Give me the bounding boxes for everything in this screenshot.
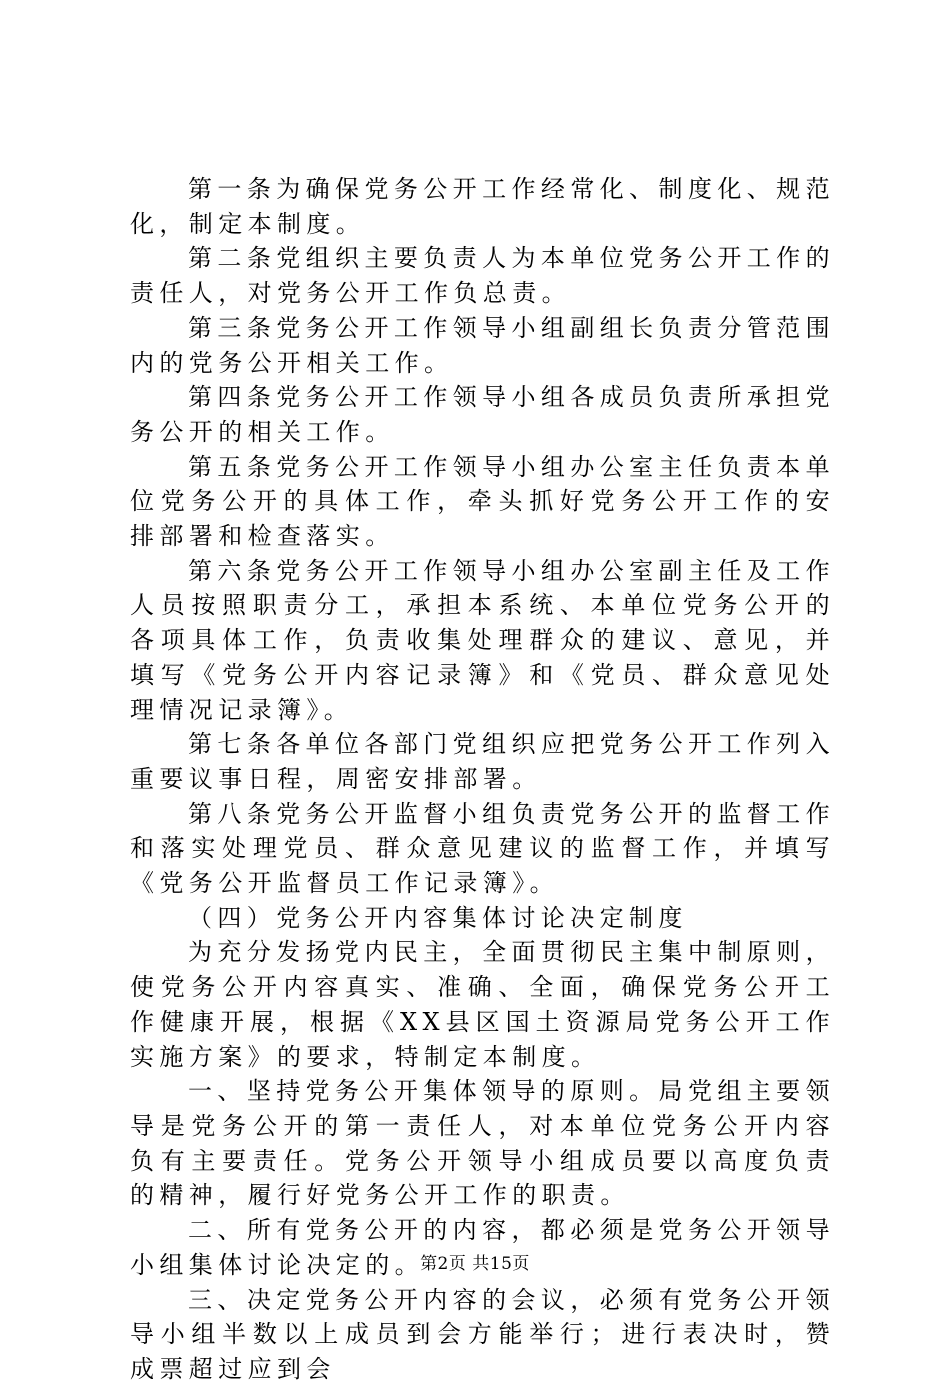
- article-8: 第八条党务公开监督小组负责党务公开的监督工作和落实处理党员、群众意见建议的监督工作，并填写《党务公开监督员工作记录簿》。: [130, 799, 835, 898]
- clause-3: 三、决定党务公开内容的会议，必须有党务公开领导小组半数以上成员到会方能举行；进行表决时，赞成票超过应到会: [130, 1285, 835, 1383]
- clause-1: 一、坚持党务公开集体领导的原则。局党组主要领导是党务公开的第一责任人，对本单位党务公开内容负有主要责任。党务公开领导小组成员要以高度负责的精神，履行好党务公开工作的职责。: [130, 1077, 835, 1210]
- clause-2: 二、所有党务公开的内容，都必须是党务公开领导小组集体讨论决定的。: [130, 1216, 835, 1279]
- body-text: [130, 172, 835, 1387]
- article-1: 第一条为确保党务公开工作经常化、制度化、规范化，制定本制度。: [130, 175, 835, 238]
- article-6: 第六条党务公开工作领导小组办公室副主任及工作人员按照职责分工，承担本系统、本单位党务公开的各项具体工作，负责收集处理群众的建议、意见，并填写《党务公开内容记录簿》和《党员、群众意见处理情况记录簿》。: [130, 556, 835, 724]
- article-2: 第二条党组织主要负责人为本单位党务公开工作的责任人，对党务公开工作负总责。: [130, 244, 835, 308]
- article-3: 第三条党务公开工作领导小组副组长负责分管范围内的党务公开相关工作。: [130, 313, 835, 377]
- article-4: 第四条党务公开工作领导小组各成员负责所承担党务公开的相关工作。: [130, 383, 835, 446]
- article-5: 第五条党务公开工作领导小组办公室主任负责本单位党务公开的具体工作，牵头抓好党务公开工作的安排部署和检查落实。: [130, 452, 835, 551]
- section-intro: 为充分发扬党内民主，全面贯彻民主集中制原则，使党务公开内容真实、准确、全面，确保党务公开工作健康开展，根据《XX县区国土资源局党务公开工作实施方案》的要求，特制定本制度。: [130, 938, 835, 1071]
- page-number: 第2页 共15页: [420, 1254, 530, 1274]
- section-heading: （四）党务公开内容集体讨论决定制度: [188, 903, 688, 932]
- article-7: 第七条各单位各部门党组织应把党务公开工作列入重要议事日程，周密安排部署。: [130, 730, 835, 793]
